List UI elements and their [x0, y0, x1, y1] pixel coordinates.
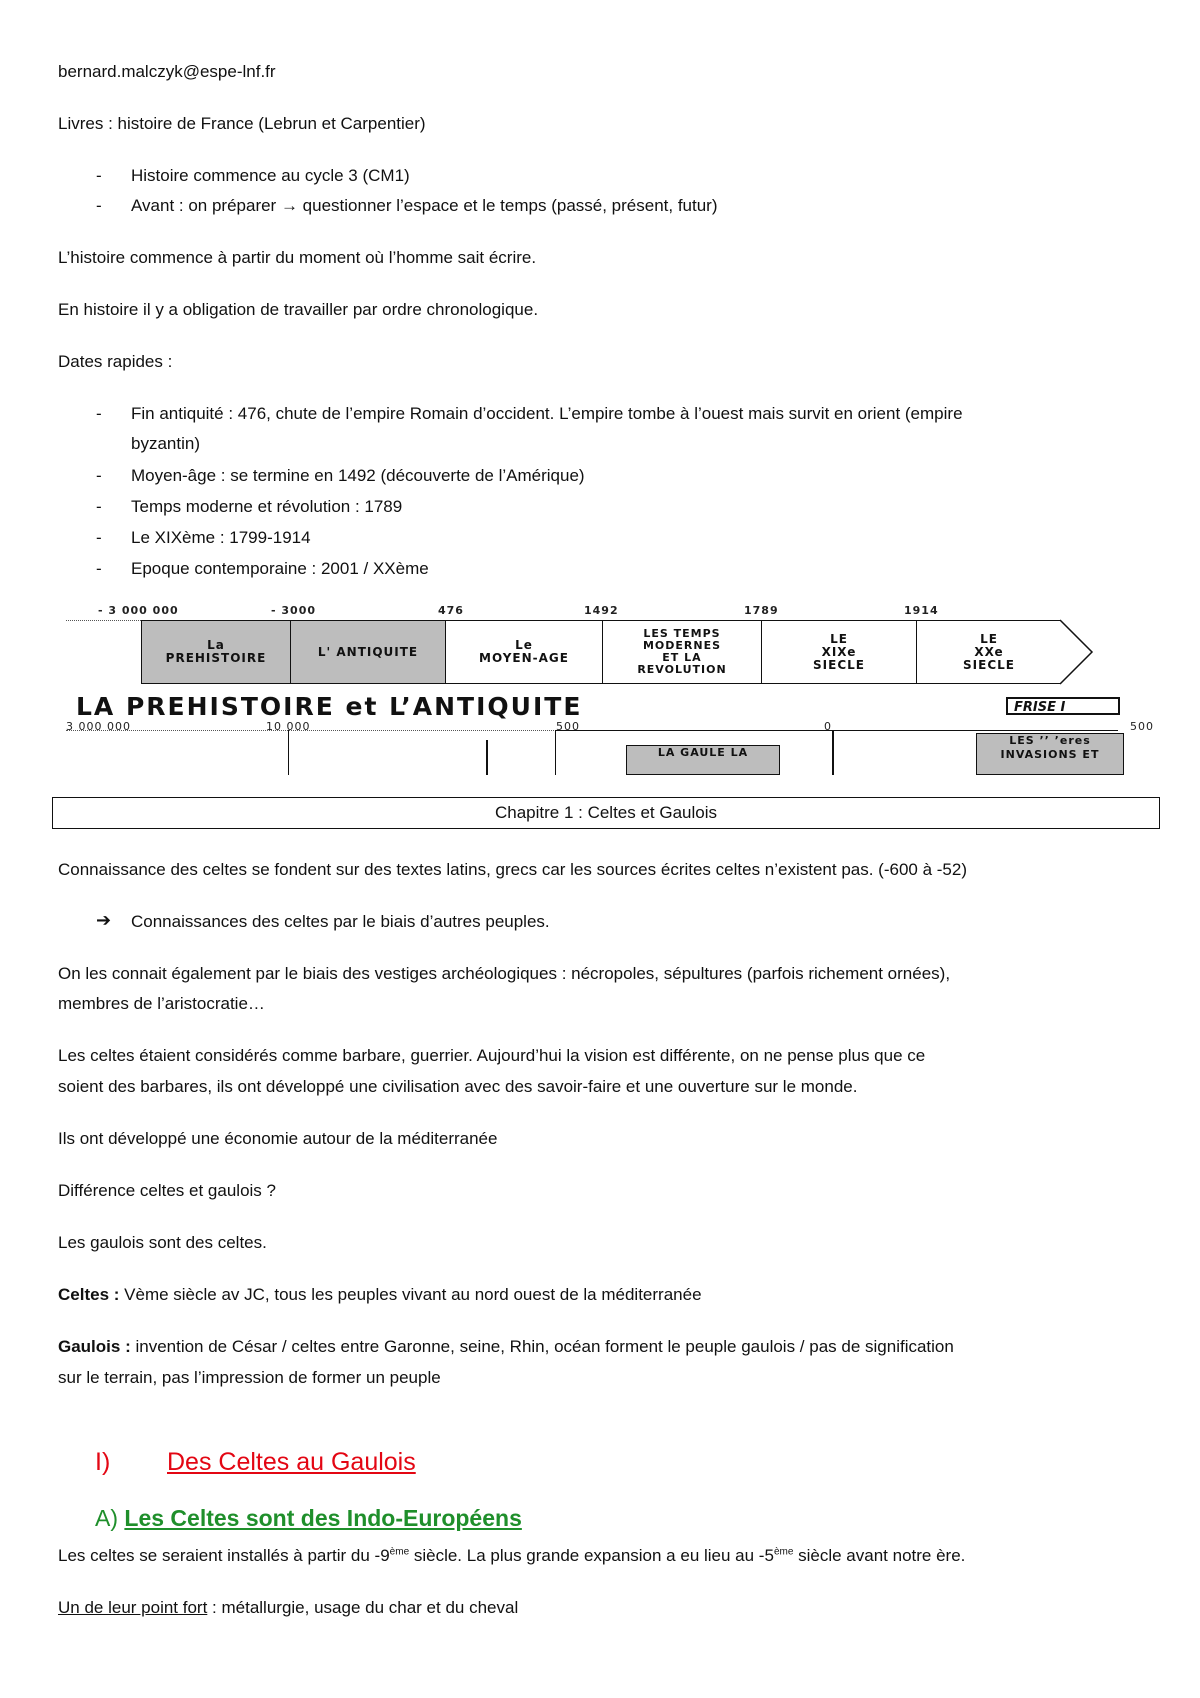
subsection-title: Les Celtes sont des Indo-Européens	[124, 1505, 522, 1531]
arrow-right-icon: ➔	[96, 910, 112, 930]
gaulois-definition-cont: sur le terrain, pas l’impression de former un peuple	[58, 1368, 441, 1387]
section-title: Des Celtes au Gaulois	[167, 1448, 416, 1476]
arrow-head-icon	[1060, 620, 1100, 684]
final-paragraph: Les celtes se seraient installés à partir du -9ème siècle. La plus grande expansion a eu lieu au -5ème siècle avant notre ère.	[58, 1546, 966, 1565]
period-prehistoire: La PREHISTOIRE	[141, 620, 291, 684]
books-line: Livres : histoire de France (Lebrun et Carpentier)	[58, 114, 426, 133]
period-xixe: LE XIXe SIECLE	[761, 620, 917, 684]
tick-label: 3 000 000	[66, 720, 131, 733]
chapter-title: Chapitre 1 : Celtes et Gaulois	[52, 797, 1160, 829]
dotted-lead	[66, 620, 141, 621]
section-number: I)	[95, 1448, 111, 1476]
bullet-dash: -	[96, 404, 102, 423]
strong-point-line: Un de leur point fort : métallurgie, usage du char et du cheval	[58, 1598, 519, 1617]
period-temps-modernes: LES TEMPS MODERNES ET LA REVOLUTION	[602, 620, 762, 684]
period-moyen-age: Le MOYEN-AGE	[445, 620, 603, 684]
frieze-title: LA PREHISTOIRE et L’ANTIQUITE	[76, 692, 583, 721]
paragraph-3: Dates rapides :	[58, 352, 173, 371]
tick-label: 500	[1130, 720, 1154, 733]
year-label: 1492	[584, 604, 619, 617]
period-xxe: LE XXe SIECLE	[916, 620, 1061, 684]
author-email: bernard.malczyk@espe-lnf.fr	[58, 62, 276, 81]
bullet-dash: -	[96, 196, 102, 215]
bullet-dash: -	[96, 466, 102, 485]
celtes-label: Celtes :	[58, 1285, 120, 1304]
la-gaule-box: LA GAULE LA	[626, 745, 780, 775]
dates-bullet-1: Fin antiquité : 476, chute de l’empire Romain d’occident. L’empire tombe à l’ouest mais survit en orient (empire	[131, 404, 963, 423]
year-label: 1914	[904, 604, 939, 617]
subsection-heading-a	[95, 1505, 522, 1532]
body-paragraph: Les gaulois sont des celtes.	[58, 1233, 267, 1252]
frise-label: FRISE I	[1006, 697, 1120, 715]
invasions-box: LES ’’ ’eres INVASIONS ET	[976, 733, 1124, 775]
dates-bullet-2: Moyen-âge : se termine en 1492 (découverte de l’Amérique)	[131, 466, 585, 485]
body-paragraph: Connaissance des celtes se fondent sur des textes latins, grecs car les sources écrites celtes n’existent pas. (-600 à -52)	[58, 860, 968, 879]
intro-bullet-2: Avant : on préparer → questionner l’espace et le temps (passé, présent, futur)	[131, 196, 718, 215]
body-paragraph-cont: membres de l’aristocratie…	[58, 994, 265, 1013]
tick-label: 0	[824, 720, 832, 733]
body-paragraph: Les celtes étaient considérés comme barbare, guerrier. Aujourd’hui la vision est différente, on ne pense plus que ce	[58, 1046, 926, 1065]
frieze-cut-strip	[66, 720, 1154, 775]
bullet-dash: -	[96, 528, 102, 547]
celtes-definition: Celtes : Vème siècle av JC, tous les peuples vivant au nord ouest de la méditerranée	[58, 1285, 702, 1304]
bullet-dash: -	[96, 559, 102, 578]
year-label: 1789	[744, 604, 779, 617]
bullet-dash: -	[96, 166, 102, 185]
subsection-number: A)	[95, 1505, 118, 1531]
body-paragraph: Différence celtes et gaulois ?	[58, 1181, 276, 1200]
year-label: - 3 000 000	[98, 604, 179, 617]
timeline-frieze	[66, 600, 1154, 775]
dates-bullet-5: Epoque contemporaine : 2001 / XXème	[131, 559, 429, 578]
dates-bullet-3: Temps moderne et révolution : 1789	[131, 497, 403, 516]
strong-point-label: Un de leur point fort	[58, 1598, 208, 1617]
tick-line	[288, 730, 289, 775]
body-arrow-paragraph: Connaissances des celtes par le biais d’autres peuples.	[131, 912, 550, 931]
paragraph-1: L’histoire commence à partir du moment où l’homme sait écrire.	[58, 248, 537, 267]
dates-bullet-1-cont: byzantin)	[131, 434, 200, 453]
year-label: 476	[438, 604, 464, 617]
dates-bullet-4: Le XIXème : 1799-1914	[131, 528, 311, 547]
tick-label: 500	[556, 720, 580, 733]
period-antiquite: L' ANTIQUITE	[290, 620, 446, 684]
gaulois-label: Gaulois :	[58, 1337, 131, 1356]
body-paragraph-cont: soient des barbares, ils ont développé une civilisation avec des savoir-faire et une ouverture sur le monde.	[58, 1077, 858, 1096]
gaulois-definition: Gaulois : invention de César / celtes entre Garonne, seine, Rhin, océan forment le peuple gaulois / pas de signification	[58, 1337, 954, 1356]
year-label: - 3000	[271, 604, 317, 617]
tick-line	[486, 740, 488, 775]
paragraph-2: En histoire il y a obligation de travailler par ordre chronologique.	[58, 300, 539, 319]
body-paragraph: Ils ont développé une économie autour de la méditerranée	[58, 1129, 498, 1148]
intro-bullet-1: Histoire commence au cycle 3 (CM1)	[131, 166, 410, 185]
tick-label: 10 000	[266, 720, 311, 733]
bullet-dash: -	[96, 497, 102, 516]
body-paragraph: On les connait également par le biais des vestiges archéologiques : nécropoles, sépultures (parfois richement ornées),	[58, 964, 951, 983]
